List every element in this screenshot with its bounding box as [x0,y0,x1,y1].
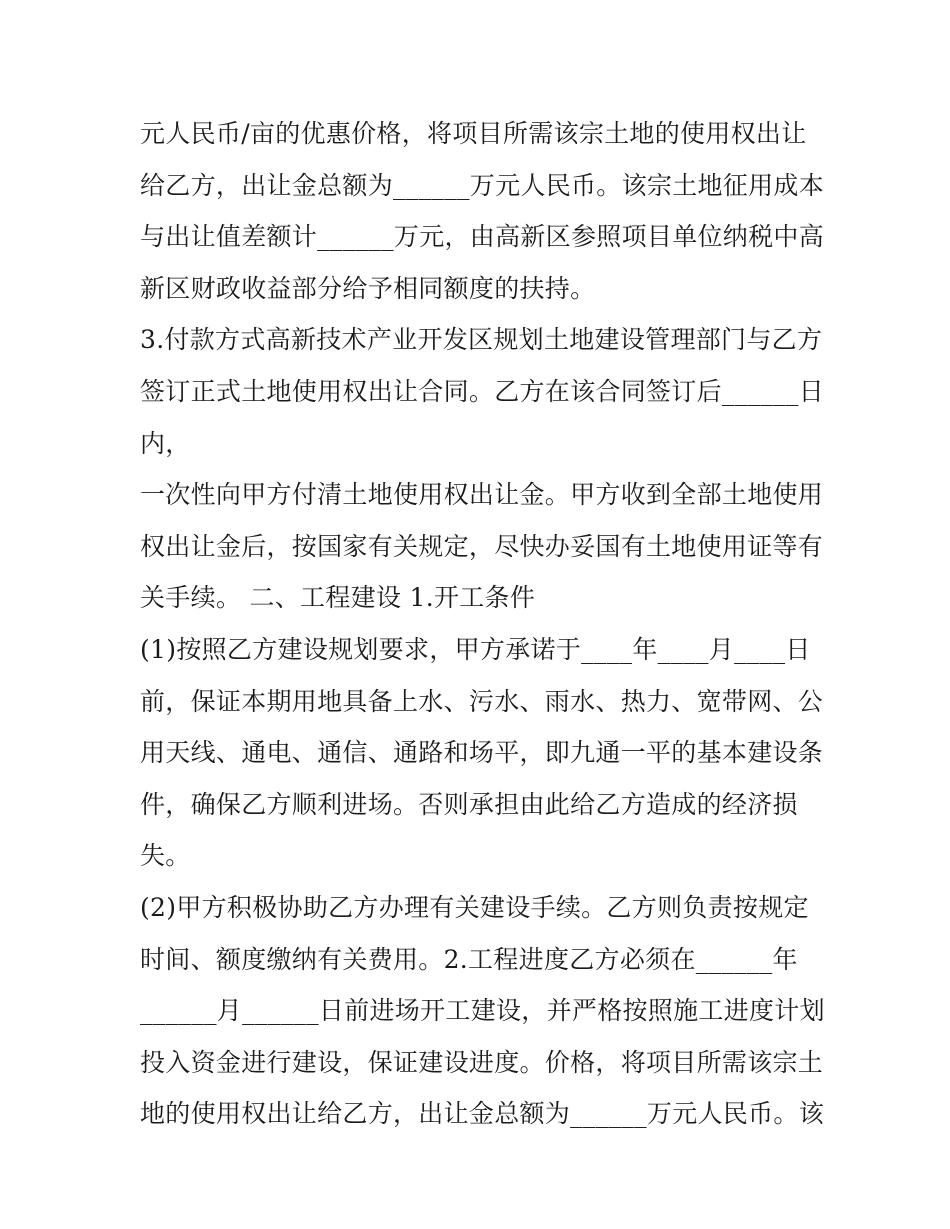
text-line: 时间、额度缴纳有关费用。2.工程进度乙方必须在______年 [140,944,798,974]
text-line: 前，保证本期用地具备上水、污水、雨水、热力、宽带网、公 [140,686,824,716]
text-line: 一次性向甲方付清土地使用权出让金。甲方收到全部土地使用 [140,480,824,510]
text-line: 失。 [140,841,191,871]
text-line: 权出让金后，按国家有关规定，尽快办妥国有土地使用证等有 [140,531,824,561]
text-line: 投入资金进行建设，保证建设进度。价格，将项目所需该宗土 [140,1047,824,1077]
contract-body-text [140,108,825,1140]
text-line: (1)按照乙方建设规划要求，甲方承诺于____年____月____日 [140,634,811,664]
text-line: 元人民币/亩的优惠价格，将项目所需该宗土地的使用权出让 [140,119,807,148]
text-line: 给乙方，出让金总额为______万元人民币。该宗土地征用成本 [140,170,825,200]
text-line: 3.付款方式高新技术产业开发区规划土地建设管理部门与乙方 [140,325,823,355]
text-line: 件，确保乙方顺利进场。否则承担由此给乙方造成的经济损 [140,789,798,819]
text-line: 与出让值差额计______万元，由高新区参照项目单位纳税中高 [140,222,825,252]
text-line: 地的使用权出让给乙方，出让金总额为______万元人民币。该 [140,1099,825,1129]
text-line: 签订正式土地使用权出让合同。乙方在该合同签订后______日 [140,376,825,406]
text-line: 用天线、通电、通信、通路和场平，即九通一平的基本建设条 [140,738,824,768]
text-line: ______月______日前进场开工建设，并严格按照施工进度计划 [140,996,825,1026]
text-line: 内， [140,428,191,458]
text-line: (2)甲方积极协助乙方办理有关建设手续。乙方则负责按规定 [140,892,809,922]
text-line: 新区财政收益部分给予相同额度的扶持。 [140,273,596,303]
text-line: 关手续。 二、工程建设 1.开工条件 [140,583,536,613]
